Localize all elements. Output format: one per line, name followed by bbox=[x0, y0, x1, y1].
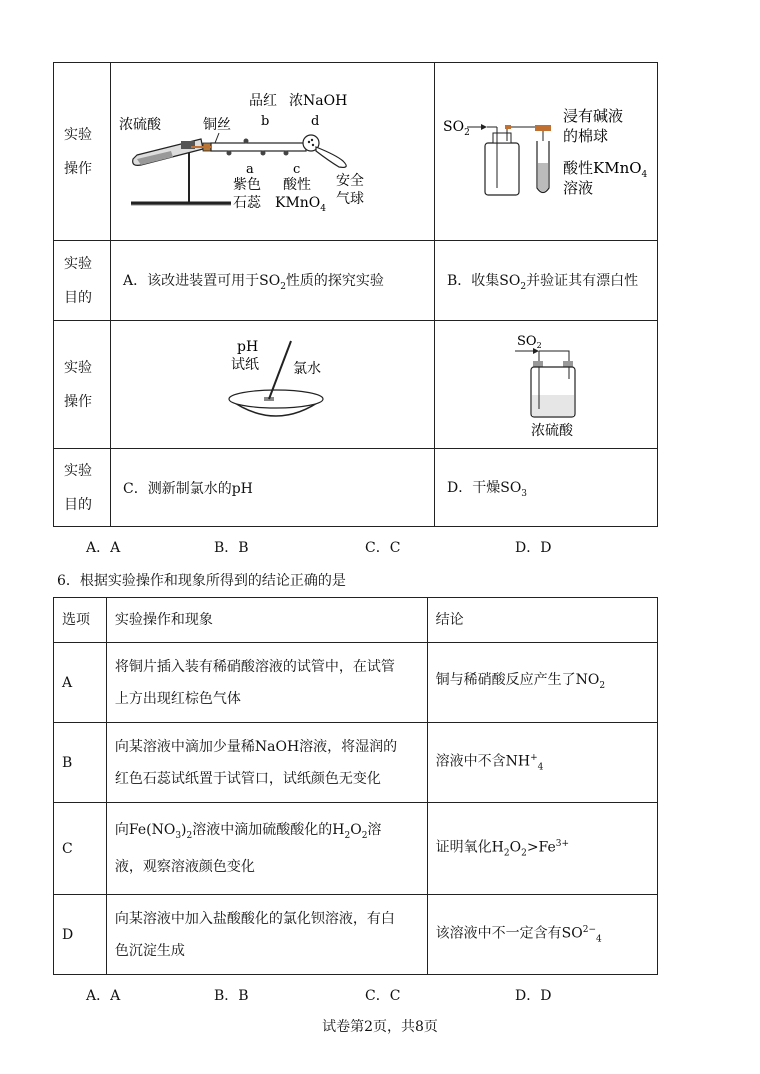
header-option: 选项 bbox=[54, 598, 107, 643]
label-so2-b: $SO_2$ bbox=[443, 119, 470, 138]
label-ball-1: 安全 bbox=[336, 173, 364, 189]
table-row bbox=[54, 643, 658, 723]
q6-option-a[interactable]: A．A bbox=[86, 988, 121, 1004]
purpose-d: D．干燥$SO_3$ bbox=[435, 449, 658, 527]
apparatus-b-figure bbox=[435, 63, 657, 240]
label-acid: 浓硫酸 bbox=[119, 117, 161, 133]
q6-option-d[interactable]: D．D bbox=[515, 988, 552, 1004]
label-solution-b: 溶液 bbox=[563, 179, 594, 197]
label-kmno-2: KMnO$_4$ bbox=[275, 195, 327, 214]
header-operation: 实验操作和现象 bbox=[106, 598, 427, 643]
label-ph: pH bbox=[237, 339, 259, 355]
label-kmno-b: 酸性KMnO$_4$ bbox=[563, 159, 648, 180]
q6-option-b[interactable]: B．B bbox=[214, 988, 249, 1004]
figure-b-cell bbox=[435, 63, 658, 241]
apparatus-a-figure bbox=[111, 63, 434, 240]
label-pinhong: 品红 bbox=[249, 93, 277, 109]
row-operation: 向某溶液中滴加少量稀NaOH溶液，将湿润的 红色石蕊试纸置于试管口，试纸颜色无变化 bbox=[106, 723, 427, 803]
label-conc-sulfuric: 浓硫酸 bbox=[531, 423, 573, 439]
row-label-op-1: 实验 操作 bbox=[54, 63, 111, 241]
q6-table bbox=[53, 597, 658, 975]
page-footer: 试卷第2页，共8页 bbox=[322, 1019, 438, 1035]
figure-a-cell bbox=[111, 63, 435, 241]
row-key: D bbox=[54, 895, 107, 975]
label-kmno-1: 酸性 bbox=[283, 177, 311, 193]
figure-d-cell bbox=[435, 321, 658, 449]
header-conclusion: 结论 bbox=[427, 598, 657, 643]
row-conclusion: 溶液中不含$NH^+_4$ bbox=[427, 723, 657, 803]
label-litmus-1: 紫色 bbox=[233, 177, 261, 193]
purpose-c: C．测新制氯水的pH bbox=[111, 449, 435, 527]
q6-option-c[interactable]: C．C bbox=[365, 988, 401, 1004]
label-a: a bbox=[246, 162, 254, 177]
row-key: A bbox=[54, 643, 107, 723]
label-cotton-2: 的棉球 bbox=[563, 127, 609, 145]
row-operation: 向某溶液中加入盐酸酸化的氯化钡溶液，有白 色沉淀生成 bbox=[106, 895, 427, 975]
label-chlorine-water: 氯水 bbox=[293, 361, 321, 377]
purpose-a: A．该改进装置可用于$SO_2$性质的探究实验 bbox=[111, 241, 435, 321]
row-conclusion: 铜与稀硝酸反应产生了$NO_2$ bbox=[427, 643, 657, 723]
q5-option-c[interactable]: C．C bbox=[365, 540, 401, 556]
q6-stem: 6．根据实验操作和现象所得到的结论正确的是 bbox=[57, 573, 346, 589]
label-copper: 铜丝 bbox=[203, 117, 231, 133]
row-operation: 向$Fe(NO_3)_2$溶液中滴加硫酸酸化的$H_2O_2$溶 液，观察溶液颜色变化 bbox=[106, 803, 427, 895]
label-c: c bbox=[293, 162, 301, 177]
label-ball-2: 气球 bbox=[336, 191, 364, 207]
label-ph-paper: 试纸 bbox=[231, 357, 259, 373]
row-operation: 将铜片插入装有稀硝酸溶液的试管中，在试管 上方出现红棕色气体 bbox=[106, 643, 427, 723]
label-litmus-2: 石蕊 bbox=[233, 195, 261, 211]
row-key: B bbox=[54, 723, 107, 803]
row-conclusion: 该溶液中不一定含有$SO^{2-}_4$ bbox=[427, 895, 657, 975]
drying-bottle-figure bbox=[435, 321, 657, 448]
label-b: b bbox=[261, 114, 270, 129]
label-cotton-1: 浸有碱液 bbox=[563, 107, 624, 125]
label-d: d bbox=[311, 114, 320, 129]
row-conclusion: 证明氧化$H_2O_2>Fe^{3+}$ bbox=[427, 803, 657, 895]
q5-option-a[interactable]: A．A bbox=[86, 540, 121, 556]
row-label-op-2: 实验 操作 bbox=[54, 321, 111, 449]
table-row bbox=[54, 895, 658, 975]
q5-table bbox=[53, 62, 658, 527]
figure-c-cell bbox=[111, 321, 435, 449]
row-label-purpose-1: 实验 目的 bbox=[54, 241, 111, 321]
label-so2-d: $SO_2$ bbox=[517, 334, 542, 350]
table-row bbox=[54, 723, 658, 803]
row-label-purpose-2: 实验 目的 bbox=[54, 449, 111, 527]
table-row bbox=[54, 803, 658, 895]
label-naoh: 浓NaOH bbox=[289, 93, 348, 109]
q5-option-b[interactable]: B．B bbox=[214, 540, 249, 556]
ph-test-figure bbox=[111, 321, 434, 448]
q5-option-d[interactable]: D．D bbox=[515, 540, 552, 556]
row-key: C bbox=[54, 803, 107, 895]
purpose-b: B．收集$SO_2$并验证其有漂白性 bbox=[435, 241, 658, 321]
